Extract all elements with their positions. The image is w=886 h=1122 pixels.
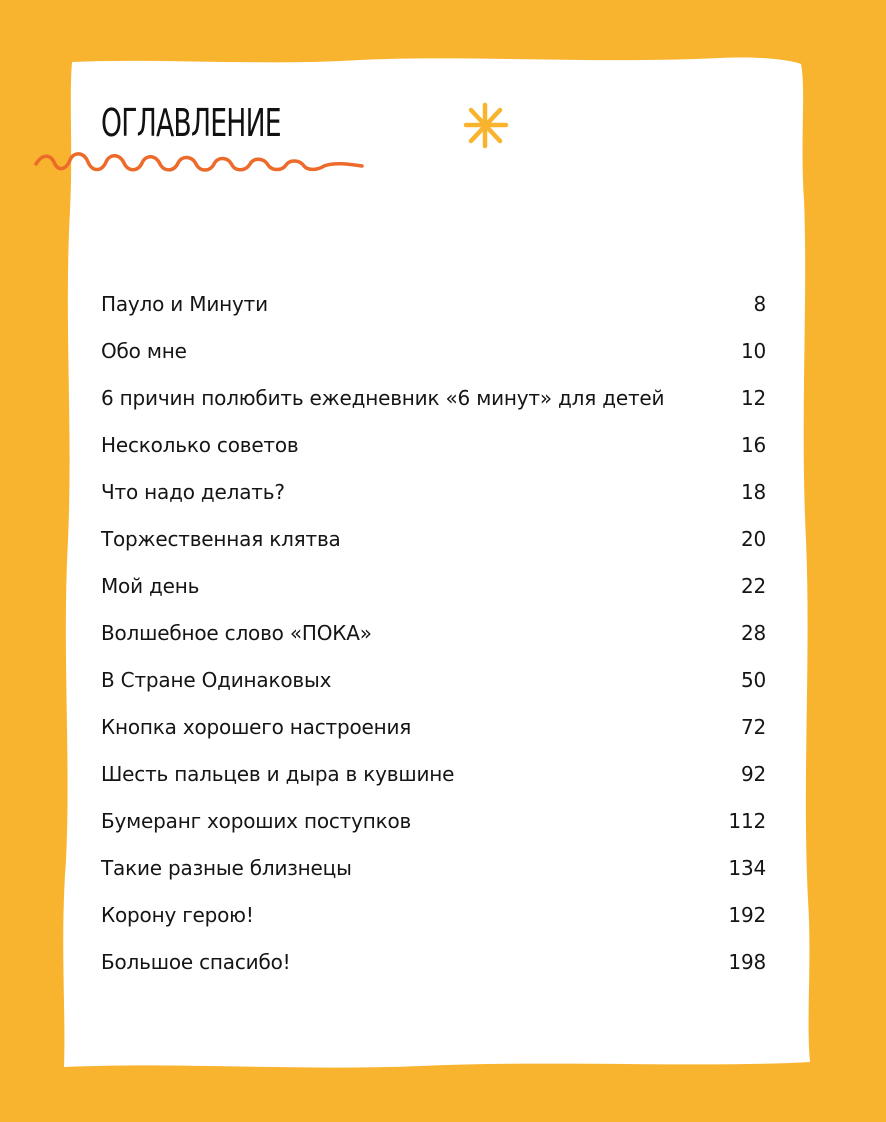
squiggle-underline-icon bbox=[34, 146, 366, 180]
toc-page-number: 16 bbox=[740, 432, 766, 457]
toc-page-number: 112 bbox=[728, 808, 766, 833]
toc-title: Шесть пальцев и дыра в кувшине bbox=[101, 761, 455, 786]
toc-page-number: 134 bbox=[728, 855, 766, 880]
toc-title: Пауло и Минути bbox=[101, 291, 268, 316]
toc-title: Такие разные близнецы bbox=[101, 855, 352, 880]
toc-page-number: 28 bbox=[740, 620, 766, 645]
toc-title: Большое спасибо! bbox=[101, 949, 291, 974]
star-icon bbox=[460, 100, 510, 150]
toc-row[interactable] bbox=[101, 938, 766, 985]
toc-page-number: 50 bbox=[740, 667, 766, 692]
toc-page-number: 92 bbox=[740, 761, 766, 786]
toc-title: Корону герою! bbox=[101, 902, 254, 927]
toc-title: Волшебное слово «ПОКА» bbox=[101, 620, 372, 645]
toc-row[interactable] bbox=[101, 562, 766, 609]
toc-page-number: 12 bbox=[740, 385, 766, 410]
table-of-contents bbox=[101, 280, 766, 985]
toc-page-number: 198 bbox=[728, 949, 766, 974]
toc-row[interactable] bbox=[101, 797, 766, 844]
toc-row[interactable] bbox=[101, 374, 766, 421]
toc-title: Кнопка хорошего настроения bbox=[101, 714, 412, 739]
toc-row[interactable] bbox=[101, 515, 766, 562]
toc-row[interactable] bbox=[101, 656, 766, 703]
toc-row[interactable] bbox=[101, 609, 766, 656]
toc-title: Несколько советов bbox=[101, 432, 299, 457]
toc-row[interactable] bbox=[101, 750, 766, 797]
toc-title: Бумеранг хороших поступков bbox=[101, 808, 412, 833]
toc-title: В Стране Одинаковых bbox=[101, 667, 332, 692]
toc-row[interactable] bbox=[101, 844, 766, 891]
toc-page-number: 18 bbox=[740, 479, 766, 504]
toc-title: Торжественная клятва bbox=[101, 526, 341, 551]
toc-page-number: 192 bbox=[728, 902, 766, 927]
toc-page-number: 22 bbox=[740, 573, 766, 598]
toc-row[interactable] bbox=[101, 421, 766, 468]
toc-title: 6 причин полюбить ежедневник «6 минут» для детей bbox=[101, 385, 665, 410]
toc-row[interactable] bbox=[101, 327, 766, 374]
toc-row[interactable] bbox=[101, 703, 766, 750]
toc-title: Что надо делать? bbox=[101, 479, 285, 504]
page-title: ОГЛАВЛЕНИЕ bbox=[101, 101, 281, 145]
toc-page-number: 8 bbox=[753, 291, 766, 316]
toc-row[interactable] bbox=[101, 280, 766, 327]
toc-page-number: 20 bbox=[740, 526, 766, 551]
toc-row[interactable] bbox=[101, 468, 766, 515]
toc-title: Мой день bbox=[101, 573, 200, 598]
toc-row[interactable] bbox=[101, 891, 766, 938]
toc-page-number: 10 bbox=[740, 338, 766, 363]
toc-title: Обо мне bbox=[101, 338, 187, 363]
toc-page-number: 72 bbox=[740, 714, 766, 739]
